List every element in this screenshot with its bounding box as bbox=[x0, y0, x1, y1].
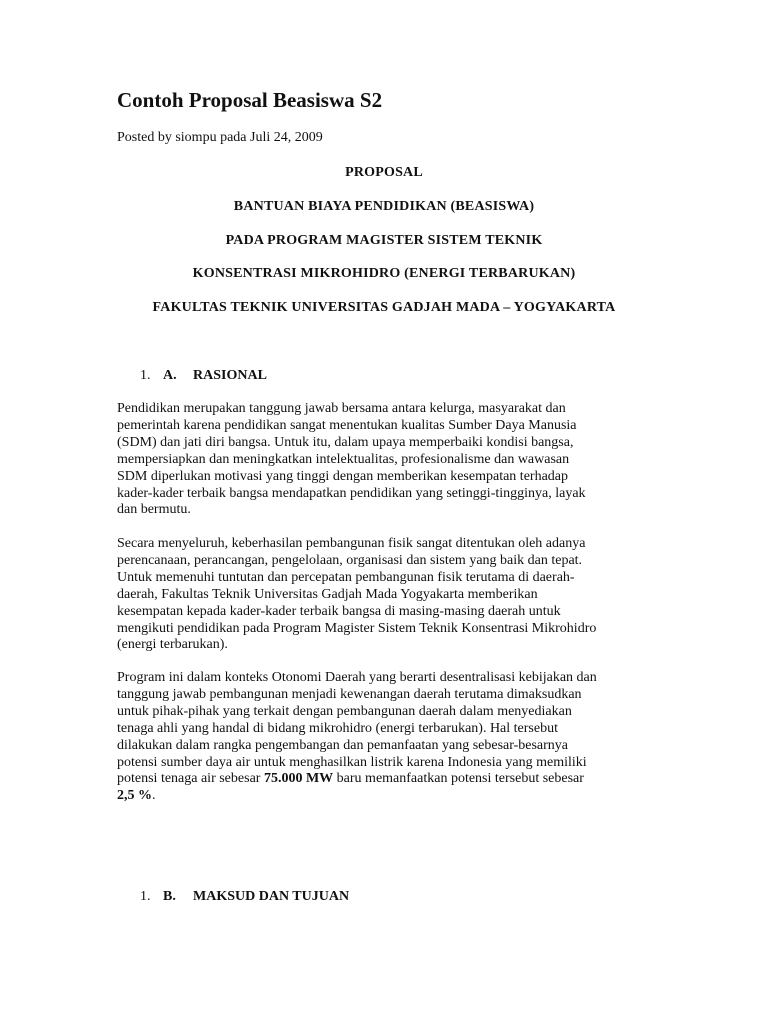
paragraph-line: dilakukan dalam rangka pengembangan dan pemanfaatan yang sebesar-besarnya bbox=[117, 737, 569, 753]
paragraph-line: kader-kader terbaik bangsa mendapatkan pendidikan yang setinggi-tingginya, layak bbox=[117, 485, 586, 501]
header-line-bantuan: BANTUAN BIAYA PENDIDIKAN (BEASISWA) bbox=[233, 199, 535, 214]
paragraph-line: mengikuti pendidikan pada Program Magister Sistem Teknik Konsentrasi Mikrohidro bbox=[117, 620, 597, 636]
paragraph-line bbox=[117, 788, 657, 805]
paragraph-line: Untuk memenuhi tuntutan dan percepatan pembangunan fisik terutama di daerah- bbox=[117, 569, 575, 585]
paragraph-secara-menyeluruh bbox=[117, 536, 657, 654]
paragraph-line: Program ini dalam konteks Otonomi Daerah yang berarti desentralisasi kebijakan dan bbox=[117, 670, 597, 685]
paragraph-line: untuk pihak-pihak yang terkait dengan pembangunan daerah dalam menyediakan bbox=[117, 703, 572, 719]
paragraph-line: (energi terbarukan). bbox=[117, 637, 228, 653]
paragraph-line: SDM diperlukan motivasi yang tinggi dengan memberikan kesempatan terhadap bbox=[117, 468, 568, 484]
section-title: RASIONAL bbox=[193, 368, 267, 383]
paragraph-line: kesempatan kepada kader-kader terbaik bangsa di masing-masing daerah untuk bbox=[117, 603, 561, 619]
section-number: 1. bbox=[140, 889, 151, 904]
section-heading-rasional bbox=[140, 366, 267, 386]
paragraph-line: pemerintah karena pendidikan sangat menentukan kualitas Sumber Daya Manusia bbox=[117, 417, 577, 433]
header-line-proposal: PROPOSAL bbox=[345, 165, 423, 180]
paragraph-program bbox=[117, 670, 657, 805]
paragraph-line: Pendidikan merupakan tanggung jawab bersama antara kelurga, masyarakat dan bbox=[117, 401, 566, 416]
section-title: MAKSUD DAN TUJUAN bbox=[193, 889, 350, 904]
section-number: 1. bbox=[140, 368, 151, 383]
paragraph-line: tenaga ahli yang handal di bidang mikrohidro (energi terbarukan). Hal tersebut bbox=[117, 720, 558, 736]
capacity-value: 75.000 MW bbox=[263, 771, 334, 787]
paragraph-line: perencanaan, perancangan, pengelolaan, organisasi dan sistem yang baik dan tepat. bbox=[117, 552, 583, 568]
section-letter: B. bbox=[163, 889, 176, 904]
percentage-value: 2,5 % bbox=[117, 788, 152, 804]
paragraph-line: (SDM) dan jati diri bangsa. Untuk itu, dalam upaya memperbaiki kondisi bangsa, bbox=[117, 434, 574, 450]
page-title: Contoh Proposal Beasiswa S2 bbox=[117, 88, 383, 112]
paragraph-line bbox=[117, 771, 657, 788]
posted-by-line: Posted by siompu pada Juli 24, 2009 bbox=[117, 130, 323, 145]
paragraph-line: daerah, Fakultas Teknik Universitas Gadjah Mada Yogyakarta memberikan bbox=[117, 586, 538, 602]
paragraph-line: tanggung jawab pembangunan menjadi kewenangan daerah terutama dimaksudkan bbox=[117, 686, 582, 702]
section-letter: A. bbox=[163, 368, 177, 383]
text-run: baru memanfaatkan potensi tersebut sebesar bbox=[333, 771, 584, 787]
section-heading-maksud-tujuan bbox=[140, 887, 349, 907]
paragraph-line: dan bermutu. bbox=[117, 502, 191, 518]
text-run: potensi tenaga air sebesar bbox=[117, 771, 264, 787]
paragraph-pendidikan bbox=[117, 401, 657, 519]
text-run: . bbox=[152, 788, 156, 804]
header-line-konsentrasi: KONSENTRASI MIKROHIDRO (ENERGI TERBARUKAN) bbox=[192, 266, 576, 281]
paragraph-line: mempersiapkan dan meningkatkan intelektualitas, profesionalisme dan wawasan bbox=[117, 451, 570, 467]
header-line-program: PADA PROGRAM MAGISTER SISTEM TEKNIK bbox=[225, 233, 543, 248]
header-line-fakultas: FAKULTAS TEKNIK UNIVERSITAS GADJAH MADA – YOGYAKARTA bbox=[152, 300, 616, 315]
paragraph-line: potensi sumber daya air untuk menghasilkan listrik karena Indonesia yang memiliki bbox=[117, 754, 587, 770]
paragraph-line: Secara menyeluruh, keberhasilan pembangunan fisik sangat ditentukan oleh adanya bbox=[117, 536, 586, 551]
